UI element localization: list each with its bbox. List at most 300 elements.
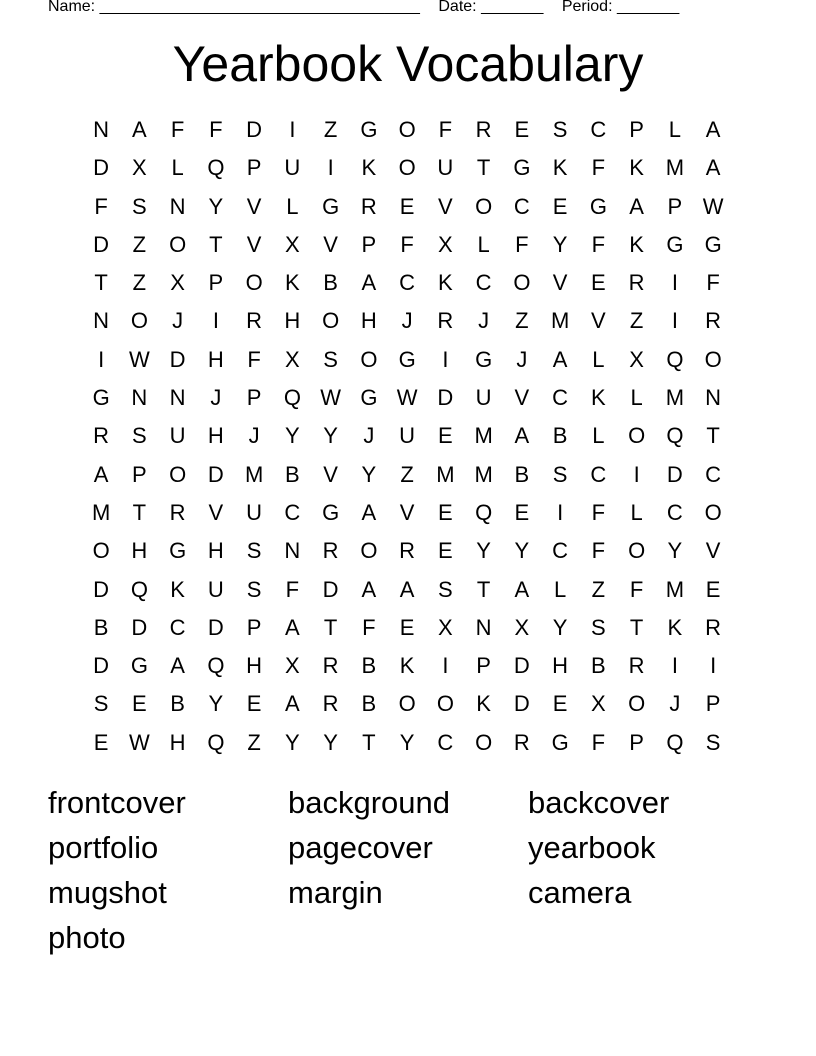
grid-letter[interactable]: J <box>478 308 490 334</box>
grid-letter[interactable]: O <box>169 231 187 257</box>
grid-letter[interactable]: X <box>591 691 606 717</box>
grid-letter[interactable]: A <box>514 576 530 602</box>
grid-letter[interactable]: E <box>705 576 721 602</box>
grid-letter[interactable]: D <box>93 653 110 679</box>
grid-letter[interactable]: H <box>360 308 377 334</box>
grid-letter[interactable]: P <box>361 231 377 257</box>
grid-letter[interactable]: C <box>590 117 607 142</box>
grid-letter[interactable]: D <box>207 461 224 487</box>
grid-letter[interactable]: S <box>705 729 721 755</box>
grid-letter[interactable]: P <box>629 729 644 755</box>
grid-letter[interactable]: R <box>360 193 377 219</box>
grid-letter[interactable]: O <box>475 193 493 219</box>
grid-letter[interactable]: A <box>361 270 377 296</box>
grid-letter[interactable]: T <box>476 155 491 181</box>
grid-letter[interactable]: F <box>591 499 606 525</box>
grid-letter[interactable]: A <box>629 193 644 219</box>
grid-letter[interactable]: C <box>705 461 722 487</box>
grid-letter[interactable]: V <box>208 499 224 525</box>
grid-letter[interactable]: M <box>474 423 493 449</box>
grid-letter[interactable]: Q <box>666 346 684 372</box>
grid-letter[interactable]: J <box>363 423 375 449</box>
grid-letter[interactable]: T <box>323 614 338 640</box>
grid-letter[interactable]: D <box>169 346 186 372</box>
grid-letter[interactable]: D <box>437 385 454 411</box>
grid-letter[interactable]: R <box>246 308 263 334</box>
grid-letter[interactable]: A <box>285 691 300 717</box>
grid-letter[interactable]: K <box>170 576 185 602</box>
grid-letter[interactable]: N <box>93 117 110 142</box>
grid-letter[interactable]: T <box>706 423 720 449</box>
grid-letter[interactable]: H <box>207 346 224 372</box>
grid-letter[interactable]: L <box>171 155 184 181</box>
grid-letter[interactable]: O <box>360 346 378 372</box>
grid-letter[interactable]: E <box>93 729 109 755</box>
grid-letter[interactable]: M <box>665 155 685 181</box>
grid-letter[interactable]: B <box>93 614 109 640</box>
grid-letter[interactable]: V <box>323 231 338 257</box>
grid-letter[interactable]: E <box>438 423 453 449</box>
grid-letter[interactable]: Q <box>207 155 225 181</box>
grid-letter[interactable]: J <box>210 385 222 411</box>
grid-letter[interactable]: S <box>591 614 606 640</box>
grid-letter[interactable]: O <box>628 691 646 717</box>
grid-letter[interactable]: H <box>552 653 569 679</box>
grid-letter[interactable]: B <box>323 270 338 296</box>
grid-letter[interactable]: F <box>591 729 606 755</box>
grid-letter[interactable]: O <box>92 538 110 564</box>
grid-letter[interactable]: B <box>361 653 377 679</box>
grid-letter[interactable]: Y <box>476 538 491 564</box>
grid-letter[interactable]: X <box>170 270 185 296</box>
grid-letter[interactable]: S <box>552 117 568 142</box>
grid-letter[interactable]: U <box>399 423 416 449</box>
word-list <box>48 780 768 960</box>
grid-letter[interactable]: K <box>667 614 683 640</box>
grid-letter[interactable]: S <box>246 538 262 564</box>
grid-letter[interactable]: C <box>666 499 683 525</box>
grid-letter[interactable]: U <box>437 155 454 181</box>
grid-letter[interactable]: G <box>322 499 340 525</box>
grid-letter[interactable]: B <box>170 691 185 717</box>
grid-letter[interactable]: L <box>592 423 605 449</box>
grid-letter[interactable]: B <box>514 461 530 487</box>
grid-letter[interactable]: K <box>591 385 606 411</box>
grid-letter[interactable]: D <box>131 614 148 640</box>
grid-letter[interactable]: J <box>401 308 413 334</box>
grid-letter[interactable]: D <box>93 576 110 602</box>
grid-letter[interactable]: O <box>436 691 454 717</box>
grid-letter[interactable]: J <box>516 346 528 372</box>
grid-letter[interactable]: O <box>628 538 646 564</box>
grid-letter[interactable]: N <box>284 538 301 564</box>
grid-letter[interactable]: K <box>361 155 377 181</box>
grid-letter[interactable]: S <box>246 576 262 602</box>
grid-letter[interactable]: L <box>477 231 490 257</box>
grid-letter[interactable]: Y <box>208 193 224 219</box>
grid-letter[interactable]: O <box>398 155 416 181</box>
grid-letter[interactable]: R <box>93 423 110 449</box>
grid-letter[interactable]: G <box>666 231 684 257</box>
grid-letter[interactable]: V <box>399 499 415 525</box>
grid-letter[interactable]: P <box>246 155 262 181</box>
grid-letter[interactable]: C <box>552 538 569 564</box>
grid-letter[interactable]: L <box>630 499 643 525</box>
grid-letter[interactable]: P <box>132 461 147 487</box>
grid-letter[interactable]: Y <box>552 231 568 257</box>
grid-letter[interactable]: R <box>437 308 454 334</box>
grid-letter[interactable]: O <box>475 729 493 755</box>
grid-letter[interactable]: E <box>591 270 606 296</box>
grid-letter[interactable]: M <box>550 308 570 334</box>
grid-letter[interactable]: O <box>398 117 416 142</box>
grid-letter[interactable]: Q <box>283 385 301 411</box>
grid-letter[interactable]: G <box>551 729 569 755</box>
grid-letter[interactable]: B <box>285 461 300 487</box>
grid-letter[interactable]: G <box>360 117 378 142</box>
grid-letter[interactable]: E <box>246 691 262 717</box>
grid-letter[interactable]: F <box>170 117 185 142</box>
grid-letter[interactable]: Q <box>207 729 225 755</box>
name-label: Name: <box>48 0 96 15</box>
grid-letter[interactable]: I <box>557 499 564 525</box>
grid-letter[interactable]: W <box>128 346 150 372</box>
grid-letter[interactable]: O <box>628 423 646 449</box>
grid-letter[interactable]: W <box>396 385 418 411</box>
grid-letter[interactable]: Z <box>132 231 147 257</box>
grid-letter[interactable]: Z <box>132 270 147 296</box>
grid-letter[interactable]: O <box>130 308 148 334</box>
grid-letter[interactable]: E <box>514 499 530 525</box>
grid-letter[interactable]: R <box>322 653 339 679</box>
grid-letter[interactable]: Q <box>130 576 148 602</box>
grid-letter[interactable]: A <box>170 653 185 679</box>
grid-letter[interactable]: J <box>248 423 260 449</box>
grid-letter[interactable]: D <box>666 461 683 487</box>
grid-letter[interactable]: C <box>399 270 416 296</box>
grid-letter[interactable]: N <box>93 308 110 334</box>
grid-letter[interactable]: A <box>705 155 721 181</box>
grid-letter[interactable]: F <box>400 231 414 257</box>
grid-letter[interactable]: W <box>320 385 341 411</box>
grid-letter[interactable]: A <box>399 576 415 602</box>
grid-letter[interactable]: P <box>246 614 262 640</box>
grid-letter[interactable]: X <box>285 231 300 257</box>
grid-letter[interactable]: I <box>671 308 678 334</box>
grid-letter[interactable]: H <box>169 729 186 755</box>
grid-letter[interactable]: A <box>552 346 568 372</box>
grid-letter[interactable]: J <box>669 691 681 717</box>
grid-letter[interactable]: E <box>399 193 415 219</box>
grid-letter[interactable]: W <box>702 193 724 219</box>
grid-letter[interactable]: E <box>438 499 453 525</box>
grid-letter[interactable]: Z <box>247 729 261 755</box>
grid-letter[interactable]: M <box>91 499 111 525</box>
grid-letter[interactable]: F <box>362 614 376 640</box>
grid-letter[interactable]: G <box>475 346 493 372</box>
grid-letter[interactable]: R <box>399 538 416 564</box>
grid-letter[interactable]: B <box>552 423 568 449</box>
grid-letter[interactable]: V <box>591 308 606 334</box>
page-title: Yearbook Vocabulary <box>172 36 644 92</box>
grid-letter[interactable]: A <box>93 461 109 487</box>
grid-letter[interactable]: Z <box>515 308 529 334</box>
grid-letter[interactable]: K <box>552 155 568 181</box>
grid-letter[interactable]: Q <box>207 653 225 679</box>
grid-letter[interactable]: K <box>399 653 415 679</box>
grid-letter[interactable]: T <box>476 576 491 602</box>
grid-letter[interactable]: N <box>475 614 492 640</box>
grid-letter[interactable]: S <box>93 691 109 717</box>
grid-letter[interactable]: X <box>285 653 300 679</box>
grid-letter[interactable]: A <box>361 576 377 602</box>
grid-letter[interactable]: F <box>591 231 606 257</box>
grid-letter[interactable]: Y <box>399 729 415 755</box>
grid-letter[interactable]: I <box>327 155 334 181</box>
grid-letter[interactable]: Y <box>361 461 377 487</box>
grid-letter[interactable]: F <box>94 193 108 219</box>
grid-letter[interactable]: V <box>552 270 568 296</box>
grid-letter[interactable]: W <box>128 729 150 755</box>
grid-letter[interactable]: G <box>360 385 378 411</box>
grid-letter[interactable]: U <box>169 423 186 449</box>
grid-letter[interactable]: L <box>554 576 567 602</box>
grid-letter[interactable]: M <box>665 576 685 602</box>
grid-letter[interactable]: I <box>710 653 717 679</box>
grid-letter[interactable]: H <box>131 538 148 564</box>
grid-letter[interactable]: R <box>475 117 492 142</box>
grid-letter[interactable]: Z <box>629 308 644 334</box>
grid-letter[interactable]: R <box>322 691 339 717</box>
grid-letter[interactable]: D <box>246 117 263 142</box>
grid-letter[interactable]: H <box>207 423 224 449</box>
grid-letter[interactable]: C <box>437 729 454 755</box>
grid-letter[interactable]: H <box>284 308 301 334</box>
grid-letter[interactable]: A <box>705 117 721 142</box>
grid-letter[interactable]: Y <box>285 729 300 755</box>
grid-letter[interactable]: G <box>398 346 416 372</box>
grid-letter[interactable]: B <box>591 653 606 679</box>
grid-letter[interactable]: Q <box>475 499 493 525</box>
grid-letter[interactable]: S <box>323 346 338 372</box>
grid-letter[interactable]: K <box>629 155 644 181</box>
grid-letter[interactable]: D <box>513 691 530 717</box>
grid-letter[interactable]: O <box>704 499 722 525</box>
grid-letter[interactable]: C <box>513 193 530 219</box>
grid-letter[interactable]: V <box>246 193 262 219</box>
grid-letter[interactable]: F <box>438 117 453 142</box>
word-list-item: photo <box>48 920 126 955</box>
grid-letter[interactable]: F <box>247 346 261 372</box>
grid-letter[interactable]: G <box>513 155 531 181</box>
grid-letter[interactable]: R <box>628 270 645 296</box>
grid-letter[interactable]: M <box>436 461 455 487</box>
period-blank: _______ <box>616 0 680 15</box>
grid-letter[interactable]: F <box>629 576 644 602</box>
grid-letter[interactable]: I <box>671 270 678 296</box>
grid-letter[interactable]: T <box>362 729 376 755</box>
grid-letter[interactable]: K <box>629 231 644 257</box>
grid-letter[interactable]: N <box>131 385 148 411</box>
grid-letter[interactable]: P <box>705 691 721 717</box>
grid-letter[interactable]: U <box>284 155 301 181</box>
grid-letter[interactable]: P <box>208 270 224 296</box>
grid-letter[interactable]: S <box>552 461 568 487</box>
grid-letter[interactable]: A <box>514 423 530 449</box>
grid-letter[interactable]: G <box>704 231 722 257</box>
grid-letter[interactable]: Q <box>666 729 684 755</box>
grid-letter[interactable]: N <box>169 385 186 411</box>
grid-letter[interactable]: P <box>629 117 644 142</box>
grid-letter[interactable]: M <box>244 461 264 487</box>
grid-letter[interactable]: V <box>705 538 721 564</box>
grid-letter[interactable]: D <box>513 653 530 679</box>
grid-letter[interactable]: G <box>589 193 607 219</box>
grid-letter[interactable]: C <box>590 461 607 487</box>
grid-letter[interactable]: O <box>322 308 340 334</box>
grid-letter[interactable]: Z <box>400 461 414 487</box>
grid-letter[interactable]: X <box>438 614 453 640</box>
grid-letter[interactable]: F <box>285 576 300 602</box>
grid-letter[interactable]: F <box>591 155 606 181</box>
grid-letter[interactable]: V <box>246 231 262 257</box>
grid-letter[interactable]: O <box>398 691 416 717</box>
grid-letter[interactable]: R <box>513 729 530 755</box>
grid-letter[interactable]: S <box>132 423 147 449</box>
name-blank: ____________________________________ <box>99 0 420 15</box>
grid-letter[interactable]: T <box>132 499 147 525</box>
grid-letter[interactable]: Q <box>666 423 684 449</box>
grid-letter[interactable]: G <box>322 193 340 219</box>
grid-letter[interactable]: T <box>94 270 108 296</box>
grid-letter[interactable]: F <box>209 117 223 142</box>
grid-letter[interactable]: T <box>629 614 644 640</box>
period-field[interactable] <box>562 0 679 15</box>
date-field[interactable] <box>438 0 547 15</box>
grid-letter[interactable]: G <box>130 653 148 679</box>
grid-letter[interactable]: X <box>285 346 300 372</box>
grid-letter[interactable]: U <box>207 576 224 602</box>
grid-letter[interactable]: D <box>322 576 339 602</box>
grid-letter[interactable]: K <box>438 270 453 296</box>
grid-letter[interactable]: Y <box>323 423 338 449</box>
grid-letter[interactable]: I <box>289 117 296 142</box>
grid-letter[interactable]: Y <box>285 423 300 449</box>
grid-letter[interactable]: J <box>172 308 184 334</box>
grid-letter[interactable]: E <box>552 691 568 717</box>
grid-letter[interactable]: I <box>212 308 219 334</box>
grid-letter[interactable]: O <box>513 270 531 296</box>
grid-letter[interactable]: Y <box>208 691 224 717</box>
grid-letter[interactable]: Z <box>323 117 338 142</box>
grid-letter[interactable]: C <box>552 385 569 411</box>
grid-letter[interactable]: V <box>514 385 530 411</box>
grid-letter[interactable]: X <box>514 614 530 640</box>
grid-letter[interactable]: U <box>475 385 492 411</box>
grid-letter[interactable]: T <box>209 231 223 257</box>
grid-letter[interactable]: K <box>285 270 300 296</box>
grid-letter[interactable]: M <box>665 385 685 411</box>
grid-letter[interactable]: Z <box>591 576 606 602</box>
grid-letter[interactable]: L <box>286 193 299 219</box>
grid-letter[interactable]: R <box>169 499 186 525</box>
grid-letter[interactable]: S <box>438 576 453 602</box>
word-search-grid[interactable] <box>82 111 732 762</box>
grid-letter[interactable]: R <box>628 653 645 679</box>
grid-letter[interactable]: O <box>360 538 378 564</box>
grid-letter[interactable]: P <box>667 193 683 219</box>
grid-letter[interactable]: V <box>438 193 453 219</box>
grid-letter[interactable]: L <box>592 346 605 372</box>
grid-letter[interactable]: L <box>668 117 681 142</box>
grid-letter[interactable]: U <box>246 499 263 525</box>
grid-letter[interactable]: P <box>246 385 262 411</box>
grid-letter[interactable]: I <box>671 653 678 679</box>
grid-letter[interactable]: F <box>515 231 529 257</box>
grid-letter[interactable]: C <box>169 614 186 640</box>
grid-letter[interactable]: G <box>169 538 187 564</box>
grid-letter[interactable]: X <box>629 346 644 372</box>
grid-letter[interactable]: I <box>98 346 105 372</box>
grid-letter[interactable]: I <box>442 653 449 679</box>
grid-letter[interactable]: A <box>361 499 377 525</box>
grid-letter[interactable]: C <box>284 499 301 525</box>
grid-letter[interactable]: B <box>361 691 377 717</box>
grid-letter[interactable]: A <box>285 614 300 640</box>
grid-letter[interactable]: Y <box>514 538 530 564</box>
grid-letter[interactable]: H <box>246 653 263 679</box>
grid-letter[interactable]: L <box>630 385 643 411</box>
grid-letter[interactable]: E <box>132 691 147 717</box>
grid-letter[interactable]: A <box>132 117 147 142</box>
grid-letter[interactable]: R <box>705 308 722 334</box>
grid-letter[interactable]: K <box>476 691 491 717</box>
name-field[interactable] <box>48 0 424 15</box>
grid-letter[interactable]: O <box>704 346 722 372</box>
word-list-item: margin <box>288 875 383 910</box>
grid-letter[interactable]: H <box>207 538 224 564</box>
grid-letter[interactable]: D <box>93 231 110 257</box>
grid-letter[interactable]: O <box>245 270 263 296</box>
grid-letter[interactable]: N <box>705 385 722 411</box>
grid-letter[interactable]: F <box>591 538 606 564</box>
grid-letter[interactable]: Y <box>667 538 683 564</box>
grid-letter[interactable]: N <box>169 193 186 219</box>
grid-letter[interactable]: I <box>633 461 640 487</box>
grid-letter[interactable]: D <box>93 155 110 181</box>
grid-letter[interactable]: O <box>169 461 187 487</box>
grid-letter[interactable]: S <box>132 193 147 219</box>
grid-letter[interactable]: X <box>438 231 453 257</box>
grid-letter[interactable]: Y <box>552 614 568 640</box>
grid-letter[interactable]: E <box>438 538 453 564</box>
grid-letter[interactable]: R <box>322 538 339 564</box>
grid-letter[interactable]: D <box>207 614 224 640</box>
grid-letter[interactable]: X <box>132 155 147 181</box>
grid-letter[interactable]: V <box>323 461 338 487</box>
grid-letter[interactable]: R <box>705 614 722 640</box>
grid-letter[interactable]: E <box>552 193 568 219</box>
grid-letter[interactable]: P <box>476 653 491 679</box>
grid-letter[interactable]: Y <box>323 729 338 755</box>
grid-letter[interactable]: G <box>92 385 110 411</box>
grid-letter[interactable]: F <box>706 270 720 296</box>
grid-letter[interactable]: I <box>442 346 449 372</box>
grid-letter[interactable]: M <box>474 461 493 487</box>
grid-letter[interactable]: E <box>514 117 530 142</box>
grid-letter[interactable]: E <box>399 614 415 640</box>
grid-letter[interactable]: C <box>475 270 492 296</box>
